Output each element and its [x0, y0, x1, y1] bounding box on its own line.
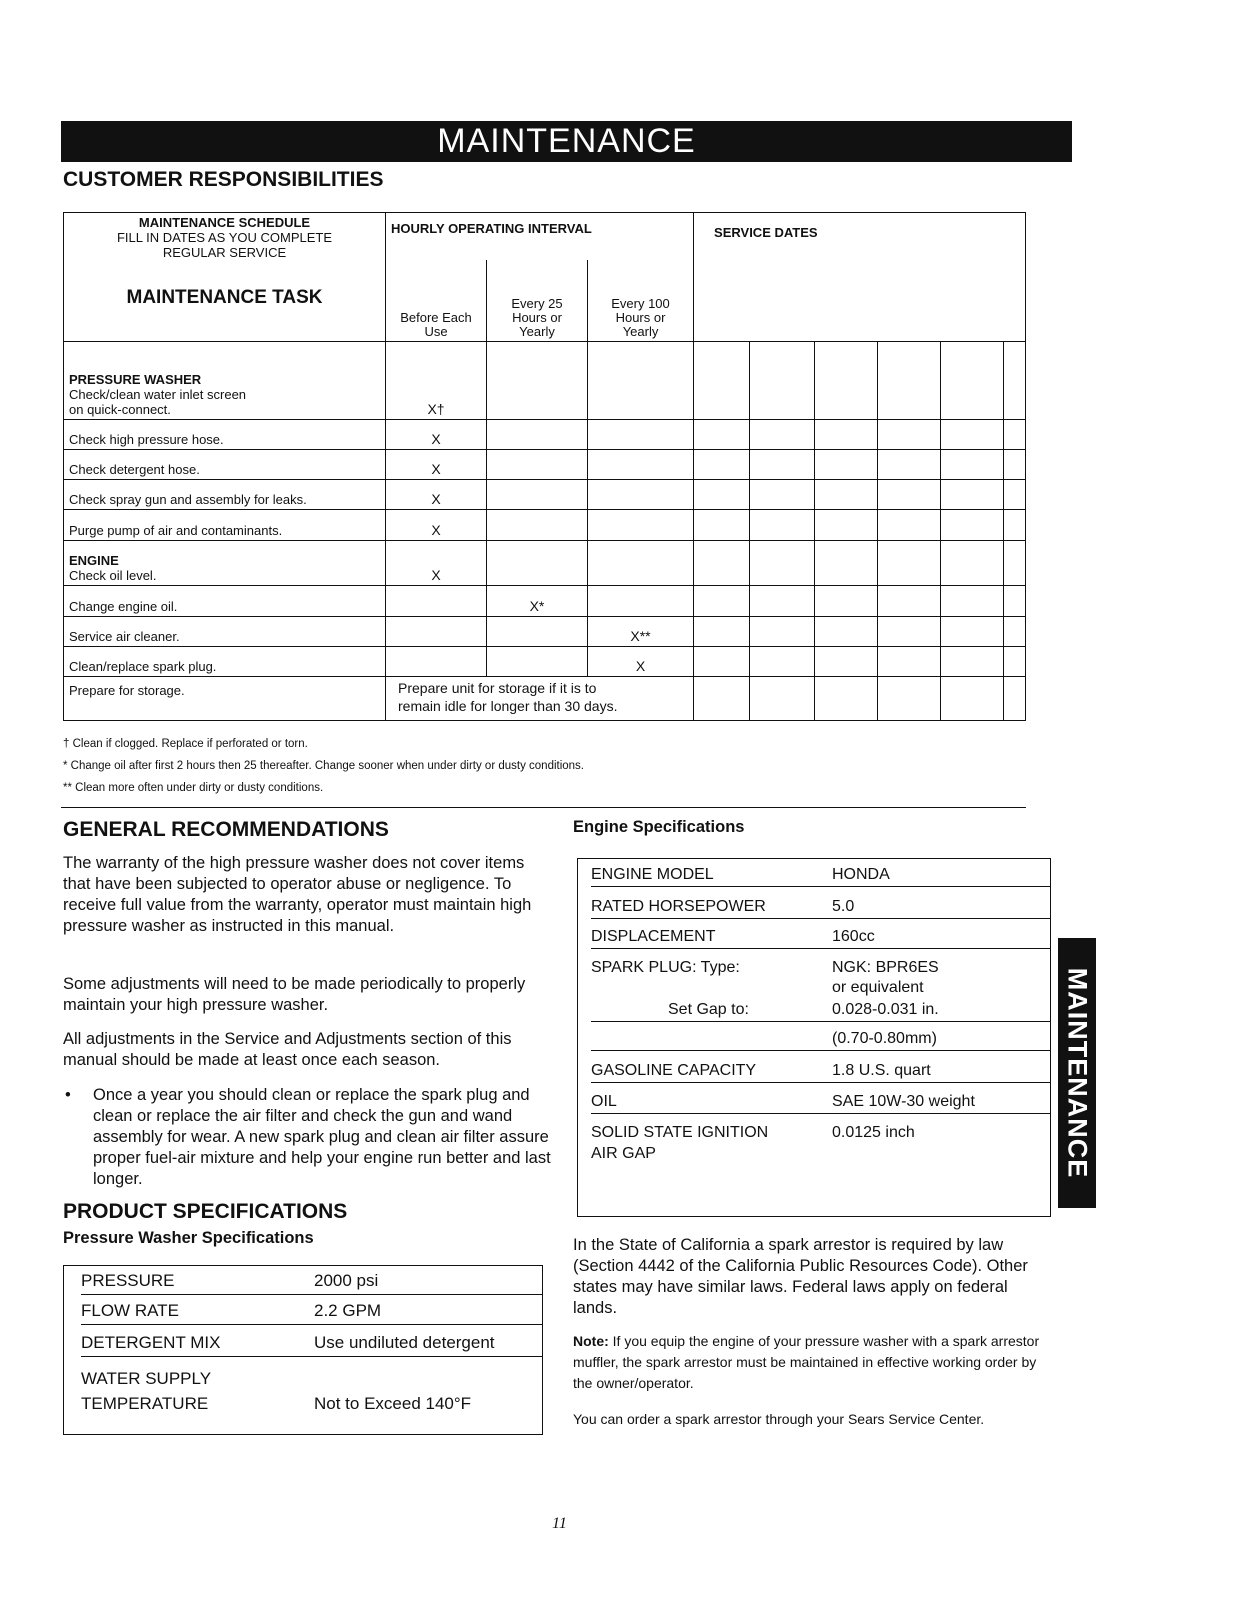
table-row — [64, 677, 1026, 721]
task-cell: Service air cleaner. — [64, 616, 386, 646]
spec-row-flow: FLOW RATE 2.2 GPM — [81, 1298, 542, 1325]
table-row — [64, 480, 1026, 510]
footnote-double-star: ** Clean more often under dirty or dusty conditions. — [63, 782, 324, 794]
schedule-hdr-line3: REGULAR SERVICE — [162, 245, 287, 260]
engine-row-gasoline: GASOLINE CAPACITY 1.8 U.S. quart — [591, 1060, 1050, 1083]
california-paragraph: In the State of California a spark arrestor is required by law (Section 4442 of the California Public Resources Code). Other states may have similar laws. Federal laws apply on federal lands. — [573, 1236, 1028, 1317]
product-specs-heading: PRODUCT SPECIFICATIONS — [63, 1200, 348, 1223]
mark-cell: X — [386, 449, 487, 479]
schedule-hdr-line2: FILL IN DATES AS YOU COMPLETE — [116, 230, 333, 245]
spec-row-water-supply: WATER SUPPLY TEMPERATURE Not to Exceed 140°F — [81, 1369, 472, 1413]
mark-cell: X — [386, 480, 487, 510]
table-row — [64, 449, 1026, 479]
mark-cell: X* — [487, 586, 588, 616]
maintenance-schedule-table — [63, 212, 1025, 721]
maintenance-task-heading: MAINTENANCE TASK — [126, 287, 323, 308]
engine-row-displacement: DISPLACEMENT 160cc — [591, 926, 1050, 949]
schedule-header-cell — [64, 213, 386, 342]
table-row — [64, 616, 1026, 646]
task-text: on quick-connect. — [69, 401, 171, 417]
task-cell: Check high pressure hose. — [64, 419, 386, 449]
interval-heading: HOURLY OPERATING INTERVAL — [386, 213, 694, 261]
spec-row-pressure: PRESSURE 2000 psi — [81, 1268, 542, 1295]
engine-row-horsepower: RATED HORSEPOWER 5.0 — [591, 896, 1050, 919]
mark-cell: X† — [386, 342, 487, 419]
general-bullet: • Once a year you should clean or replace the spark plug and clean or replace the air filter and check the gun and wand assembly for wear. A new spark plug and clean air filter assure proper fuel-air mixture and help your engine run better and last longer. — [63, 1085, 563, 1190]
mark-cell: X — [588, 646, 694, 676]
task-cell: Check detergent hose. — [64, 449, 386, 479]
section-engine: ENGINE — [69, 553, 119, 569]
side-tab: MAINTENANCE — [1058, 938, 1096, 1208]
spark-arrestor-note: Note: If you equip the engine of your pressure washer with a spark arrestor muffler, the spark arrestor must be maintained in effective working order by the owner/operator. — [573, 1333, 1040, 1391]
mark-cell: X — [386, 419, 487, 449]
engine-specs-heading: Engine Specifications — [573, 818, 745, 836]
engine-specs-box — [577, 858, 1051, 1217]
order-paragraph: You can order a spark arrestor through your Sears Service Center. — [573, 1411, 985, 1427]
pressure-washer-specs-heading: Pressure Washer Specifications — [63, 1229, 314, 1247]
footnote-star: * Change oil after first 2 hours then 25 thereafter. Change sooner when under dirty or dusty conditions. — [63, 760, 585, 772]
interval-every-100: Every 100 Hours or Yearly — [588, 260, 694, 341]
table-row — [64, 586, 1026, 616]
table-row — [64, 540, 1026, 586]
table-row — [64, 342, 1026, 419]
task-cell: Clean/replace spark plug. — [64, 646, 386, 676]
engine-row-ignition: SOLID STATE IGNITION AIR GAP 0.0125 inch — [591, 1124, 915, 1162]
table-row — [64, 646, 1026, 676]
schedule-footnotes — [63, 733, 584, 799]
interval-before-each-use: Before Each Use — [386, 260, 487, 341]
task-text: Check oil level. — [69, 568, 157, 584]
general-heading: GENERAL RECOMMENDATIONS — [63, 818, 389, 841]
mark-cell: X — [386, 510, 487, 540]
engine-row-spark-plug: SPARK PLUG: Type: NGK: BPR6ES or equivalent — [591, 959, 939, 996]
section-pressure-washer: PRESSURE WASHER — [69, 371, 202, 387]
footnote-dagger: † Clean if clogged. Replace if perforated or torn. — [63, 738, 308, 750]
task-cell: Prepare for storage. — [64, 677, 386, 721]
task-cell: Check spray gun and assembly for leaks. — [64, 480, 386, 510]
page-banner: MAINTENANCE — [61, 121, 1072, 162]
general-paragraph-2: Some adjustments will need to be made periodically to properly maintain your high pressure washer. — [63, 975, 526, 1014]
general-paragraph-1: The warranty of the high pressure washer does not cover items that have been subjected to operator abuse or negligence. To receive full value from the warranty, operator must maintain high pressure washer as instructed in this manual. — [63, 854, 532, 935]
engine-row-gap: Set Gap to: 0.028-0.031 in. — [591, 999, 1050, 1022]
table-row — [64, 419, 1026, 449]
general-paragraph-3: All adjustments in the Service and Adjustments section of this manual should be made at least once each season. — [63, 1030, 512, 1069]
task-cell — [64, 540, 386, 586]
mark-cell: X** — [588, 616, 694, 646]
section-divider — [61, 807, 1026, 808]
task-text: Check/clean water inlet screen — [69, 386, 247, 402]
customer-heading: CUSTOMER RESPONSIBILITIES — [63, 168, 384, 191]
service-dates-heading: SERVICE DATES — [694, 213, 1026, 342]
page-number: 11 — [552, 1515, 567, 1532]
engine-row-model: ENGINE MODEL HONDA — [591, 864, 1050, 887]
task-cell: Purge pump of air and contaminants. — [64, 510, 386, 540]
spec-row-detergent: DETERGENT MIX Use undiluted detergent — [81, 1330, 542, 1357]
mark-cell: X — [386, 540, 487, 586]
task-cell — [64, 342, 386, 419]
table-row — [64, 510, 1026, 540]
pressure-washer-specs-box — [63, 1265, 543, 1435]
interval-every-25: Every 25 Hours or Yearly — [487, 260, 588, 341]
storage-note-cell: Prepare unit for storage if it is to remain idle for longer than 30 days. — [386, 677, 694, 721]
engine-row-oil: OIL SAE 10W-30 weight — [591, 1091, 1050, 1114]
engine-row-gap-metric: (0.70-0.80mm) — [591, 1028, 1050, 1051]
schedule-hdr-line1: MAINTENANCE SCHEDULE — [138, 215, 311, 230]
task-cell: Change engine oil. — [64, 586, 386, 616]
